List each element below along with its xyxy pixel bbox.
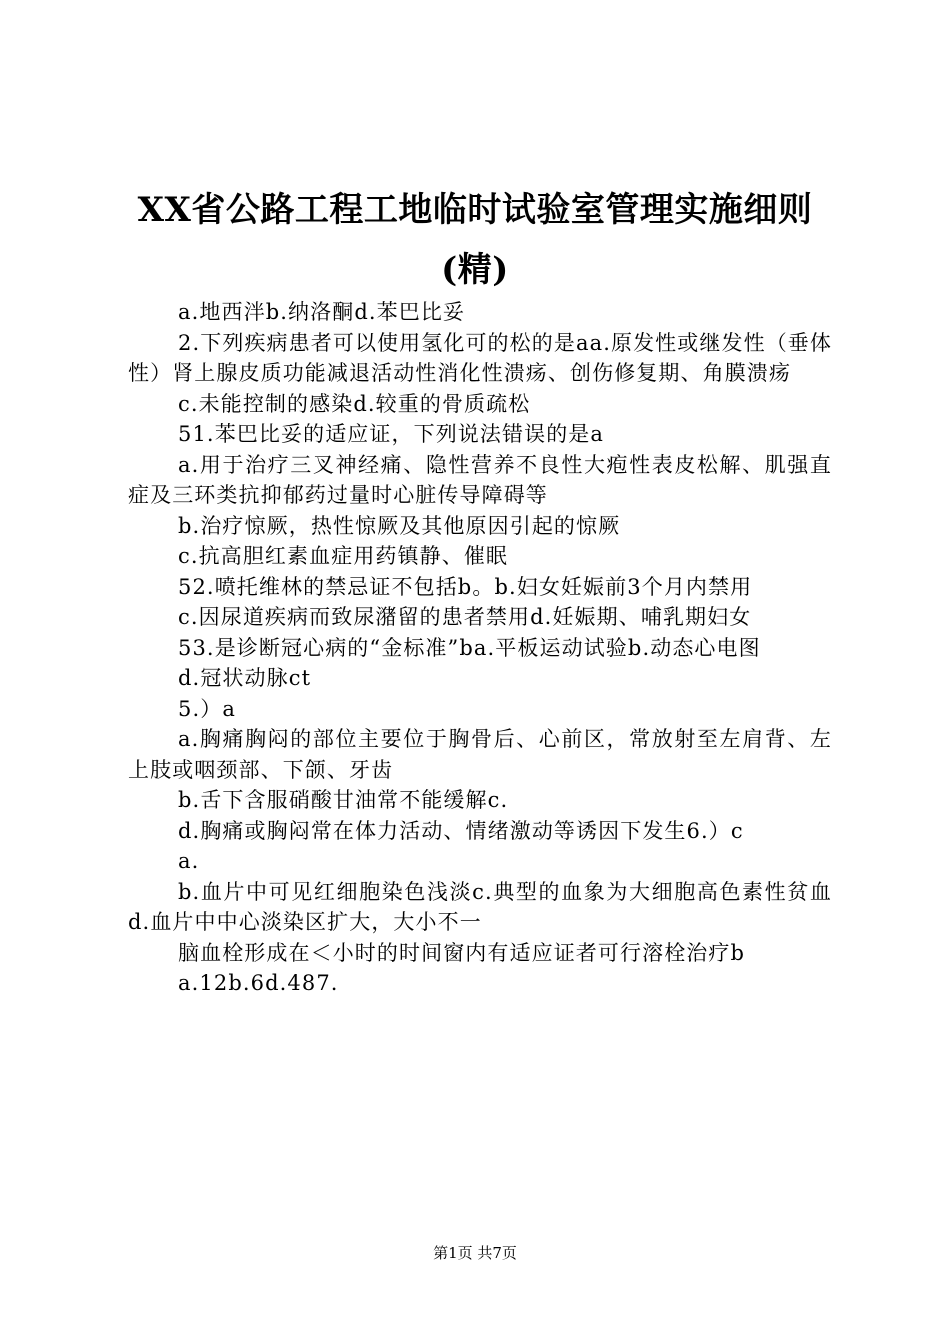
page-number-footer: 第1页 共7页 <box>433 1244 517 1262</box>
paragraph: a.用于治疗三叉神经痛、隐性营养不良性大疱性表皮松解、肌强直症及三环类抗抑郁药过量时心脏传导障碍等 <box>128 452 832 507</box>
paragraph: a.地西泮b.纳洛酮d.苯巴比妥 <box>178 300 466 324</box>
paragraph: 53.是诊断冠心病的“金标准”ba.平板运动试验b.动态心电图 <box>178 635 761 660</box>
paragraph: 52.喷托维林的禁忌证不包括b。b.妇女妊娠前3个月内禁用 <box>178 574 753 599</box>
paragraph: c.抗高胆红素血症用药镇静、催眠 <box>178 544 509 568</box>
paragraph: 2.下列疾病患者可以使用氢化可的松的是aa.原发性或继发性（垂体性）肾上腺皮质功能减退活动性消化性溃疡、创伤修复期、角膜溃疡 <box>128 330 832 385</box>
paragraph: b.血片中可见红细胞染色浅淡c.典型的血象为大细胞高色素性贫血d.血片中中心淡染区扩大，大小不一 <box>128 879 832 934</box>
paragraph: c.因尿道疾病而致尿潴留的患者禁用d.妊娠期、哺乳期妇女 <box>178 605 752 629</box>
paragraph: d.冠状动脉ct <box>178 666 312 690</box>
paragraph: 脑血栓形成在＜小时的时间窗内有适应证者可行溶栓治疗b <box>178 940 746 965</box>
paragraph: a. <box>178 849 200 873</box>
paragraph: d.胸痛或胸闷常在体力活动、情绪激动等诱因下发生6.）c <box>178 818 744 843</box>
paragraph: a.胸痛胸闷的部位主要位于胸骨后、心前区，常放射至左肩背、左上肢或咽颈部、下颌、牙齿 <box>128 727 832 782</box>
document-body <box>128 297 832 999</box>
paragraph: c.未能控制的感染d.较重的骨质疏松 <box>178 391 531 416</box>
paragraph: a.12b.6d.487. <box>178 971 339 995</box>
paragraph: 5.）a <box>178 696 236 721</box>
document-title-line-2: (精) <box>441 250 509 290</box>
paragraph: b.舌下含服硝酸甘油常不能缓解c. <box>178 788 509 812</box>
document-title-line-1: XX省公路工程工地临时试验室管理实施细则 <box>137 190 813 230</box>
paragraph: 51.苯巴比妥的适应证，下列说法错误的是a <box>178 422 605 446</box>
paragraph: b.治疗惊厥，热性惊厥及其他原因引起的惊厥 <box>178 513 621 538</box>
